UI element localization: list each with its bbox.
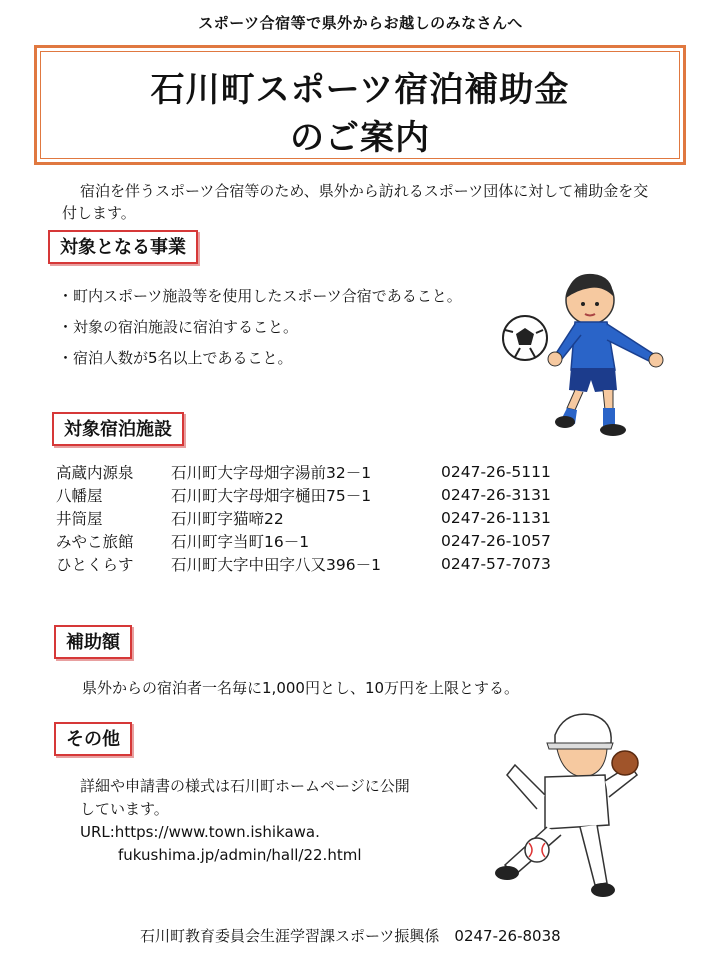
facility-name: ひとくらす	[56, 555, 134, 574]
table-row	[56, 529, 551, 552]
eligible-item-1: ・町内スポーツ施設等を使用したスポーツ合宿であること。	[58, 287, 462, 305]
facilities-table	[56, 460, 551, 575]
table-row	[56, 460, 551, 483]
page-title-line1: 石川町スポーツ宿泊補助金	[150, 70, 570, 110]
facility-address: 石川町字猫啼22	[171, 509, 284, 528]
section-heading-facilities: 対象宿泊施設	[52, 412, 184, 446]
facility-name: 八幡屋	[56, 486, 103, 505]
section-heading-other: その他	[54, 722, 132, 756]
baseball-pitcher-icon	[485, 705, 645, 910]
facility-name: 高蔵内源泉	[56, 463, 134, 482]
url-line2: fukushima.jp/admin/hall/22.html	[118, 846, 362, 864]
amount-text: 県外からの宿泊者一名毎に1,000円とし、10万円を上限とする。	[82, 679, 520, 697]
facility-phone: 0247-26-1131	[441, 508, 551, 527]
facility-address: 石川町字当町16－1	[171, 532, 310, 551]
eligible-item-3: ・宿泊人数が5名以上であること。	[58, 349, 293, 367]
page-title-line2: のご案内	[290, 118, 430, 158]
table-row	[56, 483, 551, 506]
facility-address: 石川町大字母畑字樋田75－1	[171, 486, 372, 505]
footer-contact: 石川町教育委員会生涯学習課スポーツ振興係 0247-26-8038	[140, 927, 561, 945]
url-line1: URL:https://www.town.ishikawa.	[80, 823, 320, 841]
table-row	[56, 552, 551, 575]
facility-phone: 0247-57-7073	[441, 554, 551, 573]
facility-address: 石川町大字中田字八又396－1	[171, 555, 381, 574]
facility-address: 石川町大字母畑字湯前32－1	[171, 463, 372, 482]
top-note: スポーツ合宿等で県外からお越しのみなさんへ	[198, 14, 523, 32]
other-line2: しています。	[80, 800, 169, 818]
eligible-item-2: ・対象の宿泊施設に宿泊すること。	[58, 318, 299, 336]
facility-name: みやこ旅館	[56, 532, 134, 551]
section-heading-amount: 補助額	[54, 625, 132, 659]
other-line1: 詳細や申請書の様式は石川町ホームページに公開	[80, 777, 410, 795]
section-heading-eligible: 対象となる事業	[48, 230, 198, 264]
facility-phone: 0247-26-5111	[441, 462, 551, 481]
facility-phone: 0247-26-3131	[441, 485, 551, 504]
intro-paragraph: 宿泊を伴うスポーツ合宿等のため、県外から訪れるスポーツ団体に対して補助金を交付します。	[62, 182, 649, 222]
soccer-player-icon	[495, 260, 680, 440]
table-row	[56, 506, 551, 529]
facility-name: 井筒屋	[56, 509, 103, 528]
facility-phone: 0247-26-1057	[441, 531, 551, 550]
